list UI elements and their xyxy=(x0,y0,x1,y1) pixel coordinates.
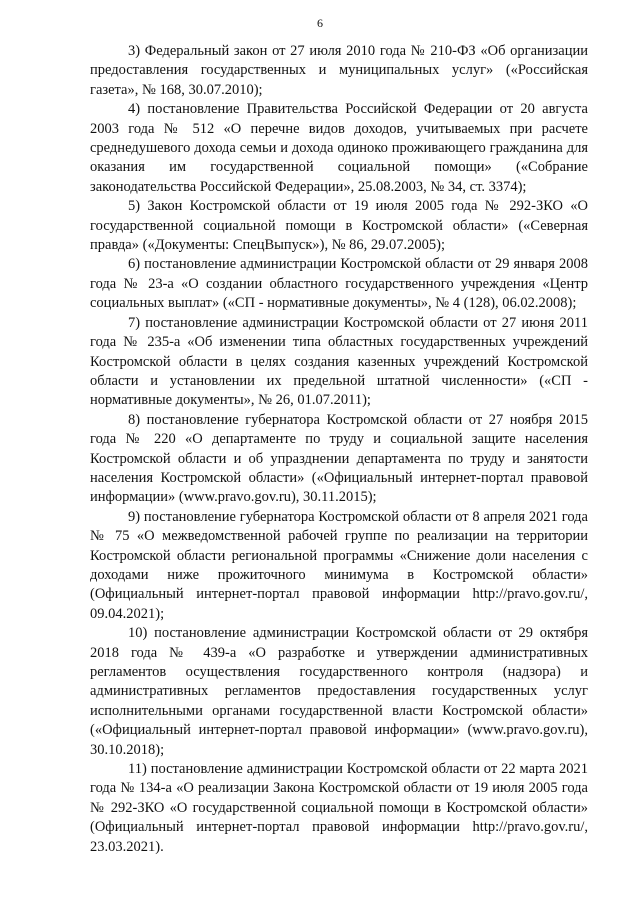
list-item: 6) постановление администрации Костромской области от 29 января 2008 года № 23-а «О создании областного государственного учреждения «Центр социальных выплат» («СП - нормативные документы», № 4 (128), 06.02.2008); xyxy=(90,256,588,312)
list-item: 9) постановление губернатора Костромской области от 8 апреля 2021 года № 75 «О межведомственной рабочей группе по реализации на территории Костромской области региональной программы «Снижение доли населения с доходами ниже прожиточного минимума в Костромской области» (Официальный интернет-портал правовой информации http://pravo.gov.ru/, 09.04.2021); xyxy=(90,508,588,622)
list-item: 10) постановление администрации Костромской области от 29 октября 2018 года № 439-а «О разработке и утверждении административных регламентов осуществления государственного контроля (надзора) и административных регламентов предоставления государственных услуг исполнительными органами государственной власти Костромской области» («Официальный интернет-портал правовой информации» (www.pravo.gov.ru), 30.10.2018); xyxy=(90,625,588,758)
legal-acts-list xyxy=(90,42,588,857)
page-number: 6 xyxy=(317,16,323,30)
list-item: 4) постановление Правительства Российской Федерации от 20 августа 2003 года № 512 «О перечне видов доходов, учитываемых при расчете среднедушевого дохода семьи и дохода одиноко проживающего гражданина для оказания им государственной социальной помощи» («Собрание законодательства Российской Федерации», 25.08.2003, № 34, ст. 3374); xyxy=(90,101,588,195)
list-item: 7) постановление администрации Костромской области от 27 июня 2011 года № 235-а «Об изменении типа областных государственных учреждений Костромской области в целях создания казенных учреждений Костромской области и установлении их предельной штатной численности» («СП - нормативные документы», № 26, 01.07.2011); xyxy=(90,314,588,409)
list-item: 3) Федеральный закон от 27 июля 2010 года № 210-ФЗ «Об организации предоставления государственных и муниципальных услуг» («Российская газета», № 168, 30.07.2010); xyxy=(90,43,588,98)
list-item: 5) Закон Костромской области от 19 июля 2005 года № 292-ЗКО «О государственной социальной помощи в Костромской области» («Северная правда» («Документы: СпецВыпуск»), № 86, 29.07.2005); xyxy=(90,198,588,254)
list-item: 11) постановление администрации Костромской области от 22 марта 2021 года № 134-а «О реализации Закона Костромской области от 19 июля 2005 года № 292-ЗКО «О государственной социальной помощи в Костромской области» (Официальный интернет-портал правовой информации http://pravo.gov.ru/, 23.03.2021). xyxy=(90,761,588,855)
list-item: 8) постановление губернатора Костромской области от 27 ноября 2015 года № 220 «О департаменте по труду и социальной защите населения Костромской области и об упразднении департамента по труду и занятости населения Костромской области» («Официальный интернет-портал правовой информации» (www.pravo.gov.ru), 30.11.2015); xyxy=(90,411,588,506)
